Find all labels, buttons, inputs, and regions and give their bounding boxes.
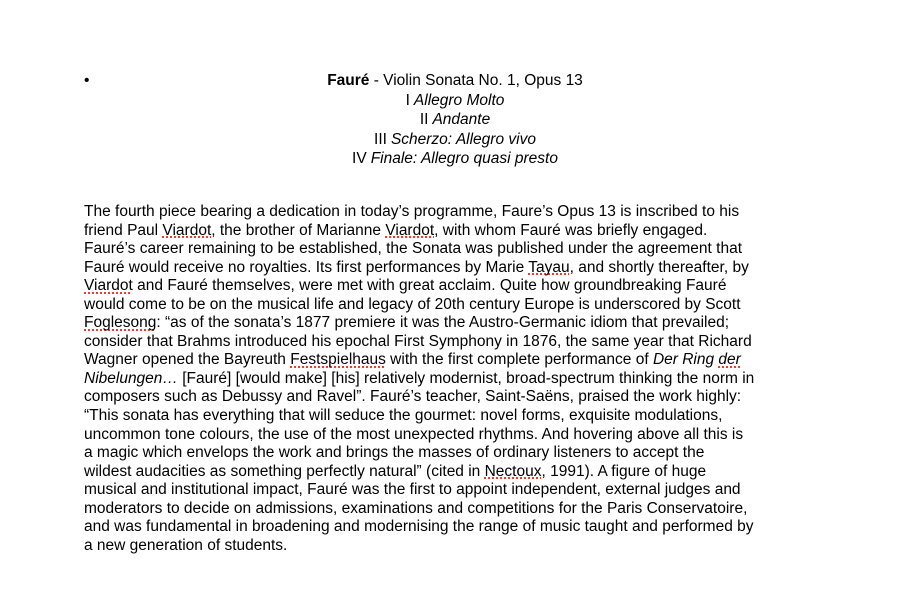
body-paragraph: [84, 203, 834, 555]
text-run: [Fauré] [would make] [his] relatively modernist, broad-spectrum thinking the norm in: [177, 369, 755, 387]
paragraph-line: [84, 222, 834, 241]
paragraph-line: [84, 370, 834, 389]
text-run: Wagner opened the Bayreuth: [84, 351, 291, 369]
movement-line-3: [84, 130, 826, 150]
text-run: “This sonata has everything that will seduce the gourmet: novel forms, exquisite modulations,: [84, 407, 723, 425]
misspelled-word: der: [718, 351, 741, 369]
paragraph-line: [84, 426, 834, 445]
text-run: : “as of the sonata’s 1877 premiere it was the Austro-Germanic idiom that prevailed;: [156, 314, 730, 332]
misspelled-word: Tayau: [528, 258, 570, 276]
text-run: The fourth piece bearing a dedication in today’s programme, Faure’s Opus 13 is inscribed to his: [84, 203, 740, 220]
text-run: Fauré’s career remaining to be established, the Sonata was published under the agreement that: [84, 240, 743, 258]
text-run: Der Ring: [652, 351, 719, 369]
movement-numeral: II: [419, 111, 429, 128]
misspelled-word: Viardot: [162, 221, 212, 239]
misspelled-word: Foglesong: [84, 314, 157, 332]
misspelled-word: Viardot: [385, 221, 435, 239]
movement-name: Scherzo: Allegro vivo: [390, 130, 536, 148]
movement-numeral: I: [405, 91, 410, 109]
text-run: consider that Brahms introduced his epochal First Symphony in 1876, the same year that Richard: [84, 332, 752, 350]
list-bullet: •: [84, 72, 90, 89]
paragraph-line: [84, 481, 834, 500]
paragraph-line: [84, 333, 834, 352]
text-run: moderators to decide on admissions, examinations and competitions for the Paris Conservatoire,: [84, 499, 748, 517]
text-run: would come to be on the musical life and legacy of 20th century Europe is underscored by Scott: [84, 295, 741, 313]
paragraph-line: [84, 351, 834, 370]
misspelled-word: Nectoux: [484, 462, 542, 480]
composer-name: Fauré: [327, 72, 370, 89]
paragraph-line: [84, 463, 834, 482]
paragraph-line: [84, 444, 834, 463]
misspelled-word: Festspielhaus: [290, 351, 386, 369]
movement-line-1: [84, 91, 826, 111]
paragraph-line: [84, 518, 834, 537]
text-run: uncommon tone colours, the use of the most unexpected rhythms. And hovering above all this is: [84, 425, 744, 443]
movement-name: Andante: [432, 111, 491, 128]
piece-title: [84, 71, 826, 91]
text-run: composers such as Debussy and Ravel”. Fauré’s teacher, Saint-Saëns, praised the work highly:: [84, 388, 742, 406]
text-run: , 1991). A figure of huge: [541, 462, 707, 480]
text-run: and was fundamental in broadening and modernising the range of music taught and performed by: [84, 518, 754, 536]
paragraph-line: [84, 277, 834, 296]
movement-line-2: [84, 110, 826, 130]
paragraph-line: [84, 500, 834, 519]
paragraph-line: [84, 314, 834, 333]
misspelled-word: Viardot: [84, 277, 133, 295]
movement-numeral: III: [374, 130, 387, 148]
paragraph-line: [84, 407, 834, 426]
paragraph-line: [84, 240, 834, 259]
movement-name: Finale: Allegro quasi presto: [370, 150, 558, 167]
paragraph-line: [84, 259, 834, 278]
text-run: Nibelungen…: [84, 369, 178, 387]
movement-numeral: IV: [352, 150, 367, 167]
text-run: and Fauré themselves, were met with great acclaim. Quite how groundbreaking Fauré: [132, 277, 727, 295]
text-run: Fauré would receive no royalties. Its first performances by Marie: [84, 258, 529, 276]
text-run: a magic which envelops the work and brings the masses of ordinary listeners to accept the: [84, 444, 705, 462]
paragraph-line: [84, 388, 834, 407]
paragraph-line: [84, 203, 834, 222]
text-run: friend Paul: [84, 221, 163, 239]
text-run: musical and institutional impact, Fauré was the first to appoint independent, external judges and: [84, 481, 741, 499]
text-run: , with whom Fauré was briefly engaged.: [434, 221, 708, 239]
text-run: wildest audacities as something perfectly natural” (cited in: [84, 462, 485, 480]
text-run: with the first complete performance of: [385, 351, 653, 369]
piece-title-rest: - Violin Sonata No. 1, Opus 13: [369, 72, 583, 89]
text-run: a new generation of students.: [84, 536, 288, 554]
programme-header: [84, 71, 826, 169]
movement-line-4: [84, 149, 826, 169]
paragraph-line: [84, 296, 834, 315]
paragraph-line: [84, 537, 834, 556]
text-run: , the brother of Marianne: [211, 221, 386, 239]
movement-name: Allegro Molto: [413, 91, 505, 109]
text-run: , and shortly thereafter, by: [569, 258, 749, 276]
